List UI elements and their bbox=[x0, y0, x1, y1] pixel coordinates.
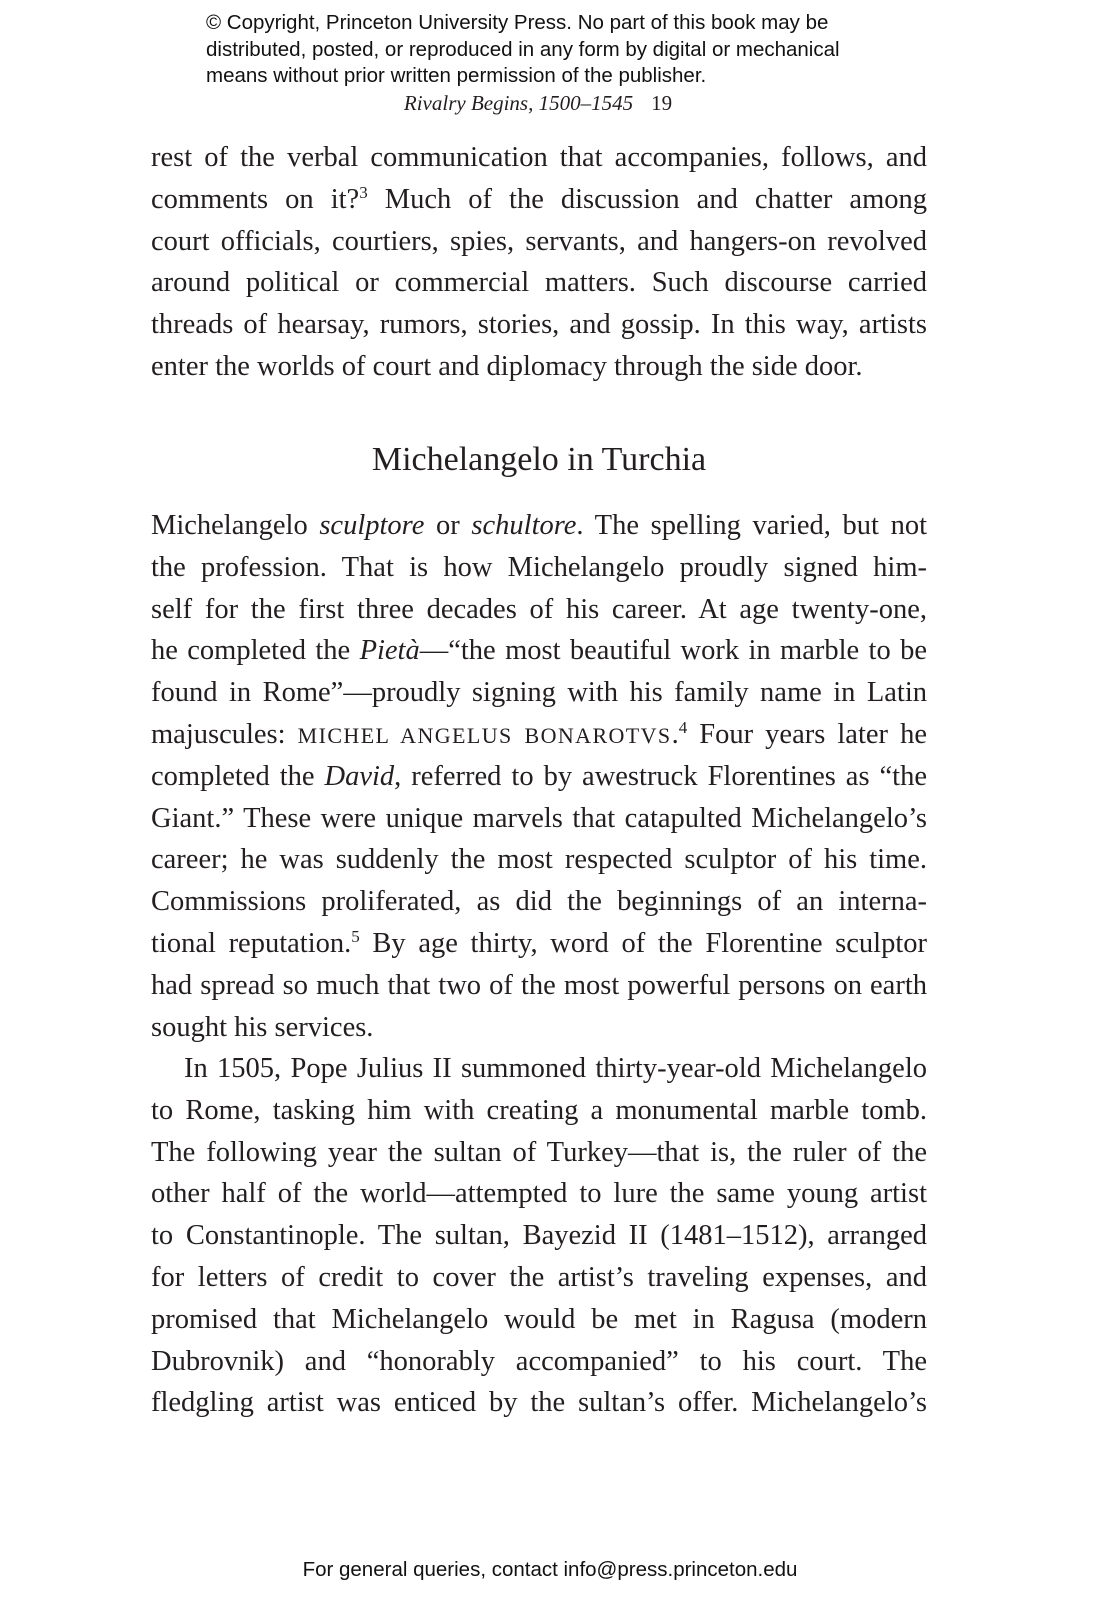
text-line: promised that Michelangelo would be met in Ragusa (modern bbox=[151, 1303, 927, 1335]
page-number: 19 bbox=[651, 91, 673, 115]
text-line: career; he was suddenly the most respected sculptor of his time. bbox=[151, 844, 927, 876]
section-heading: Michelangelo in Turchia bbox=[371, 441, 707, 478]
text-line: had spread so much that two of the most powerful persons on earth bbox=[151, 969, 927, 1001]
running-head-title: Rivalry Begins, 1500–1545 bbox=[403, 91, 634, 115]
running-head bbox=[0, 90, 1076, 116]
text-line: Commissions proliferated, as did the beginnings of an interna- bbox=[151, 886, 927, 918]
text-line: enter the worlds of court and diplomacy through the side door. bbox=[151, 350, 863, 382]
text-line: majuscules: MICHEL ANGELUS BONAROTVS.$^4$ Four years later he bbox=[151, 717, 927, 750]
text-line: court officials, courtiers, spies, servants, and hangers-on revolved bbox=[151, 225, 927, 257]
small-caps-inscription: MICHEL ANGELUS BONAROTVS bbox=[297, 722, 672, 748]
text-line: threads of hearsay, rumors, stories, and gossip. In this way, artists bbox=[151, 309, 927, 341]
text-line: The following year the sultan of Turkey—that is, the ruler of the bbox=[151, 1136, 927, 1168]
intro-paragraph bbox=[151, 137, 927, 388]
text-line: tional reputation.$^5$ By age thirty, word of the Florentine sculptor bbox=[151, 926, 927, 959]
text-line: Giant.” These were unique marvels that catapulted Michelangelo’s bbox=[151, 802, 927, 834]
text-line: he completed the Pietà—“the most beautiful work in marble to be bbox=[151, 635, 928, 667]
text-line: rest of the verbal communication that accompanies, follows, and bbox=[151, 142, 927, 173]
text-line: self for the first three decades of his career. At age twenty-one, bbox=[151, 593, 927, 625]
text-line: to Rome, tasking him with creating a monumental marble tomb. bbox=[151, 1094, 927, 1126]
text-line: around political or commercial matters. Such discourse carried bbox=[151, 267, 927, 299]
italic-title: Pietà bbox=[359, 635, 420, 667]
footer-contact: For general queries, contact info@press.princeton.edu bbox=[302, 1558, 798, 1581]
italic-title: David bbox=[324, 760, 395, 792]
text-line: found in Rome”—proudly signing with his family name in Latin bbox=[151, 677, 927, 709]
text-line: comments on it?$^3$ Much of the discussion and chatter among bbox=[151, 182, 927, 215]
footnote-marker: 4 bbox=[678, 717, 688, 737]
text-line: sought his services. bbox=[151, 1011, 374, 1043]
copyright-line: means without prior written permission of the publisher. bbox=[206, 64, 707, 87]
text-line: completed the David, referred to by awestruck Florentines as “the bbox=[151, 760, 927, 792]
text-line: fledgling artist was enticed by the sultan’s offer. Michelangelo’s bbox=[151, 1387, 927, 1419]
copyright-line: © Copyright, Princeton University Press. No part of this book may be bbox=[206, 11, 829, 34]
copyright-line: distributed, posted, or reproduced in any form by digital or mechanical bbox=[206, 37, 840, 61]
text-line: the profession. That is how Michelangelo proudly signed him- bbox=[151, 551, 927, 583]
footnote-marker: 3 bbox=[359, 182, 368, 202]
footnote-marker: 5 bbox=[351, 926, 360, 946]
text-line: for letters of credit to cover the artist’s traveling expenses, and bbox=[151, 1261, 927, 1293]
body-paragraph-1 bbox=[151, 505, 927, 1048]
italic-term: schultore bbox=[471, 510, 577, 541]
copyright-notice bbox=[206, 10, 906, 90]
text-line: In 1505, Pope Julius II summoned thirty-year-old Michelangelo bbox=[184, 1053, 927, 1084]
text-line: other half of the world—attempted to lure the same young artist bbox=[151, 1178, 927, 1210]
text-line: Dubrovnik) and “honorably accompanied” to his court. The bbox=[151, 1345, 927, 1377]
text-line: Michelangelo sculptore or schultore. The spelling varied, but not bbox=[151, 510, 927, 541]
italic-term: sculptore bbox=[319, 510, 425, 541]
text-line: to Constantinople. The sultan, Bayezid II (1481–1512), arranged bbox=[151, 1220, 927, 1252]
body-paragraph-2 bbox=[151, 1048, 927, 1424]
